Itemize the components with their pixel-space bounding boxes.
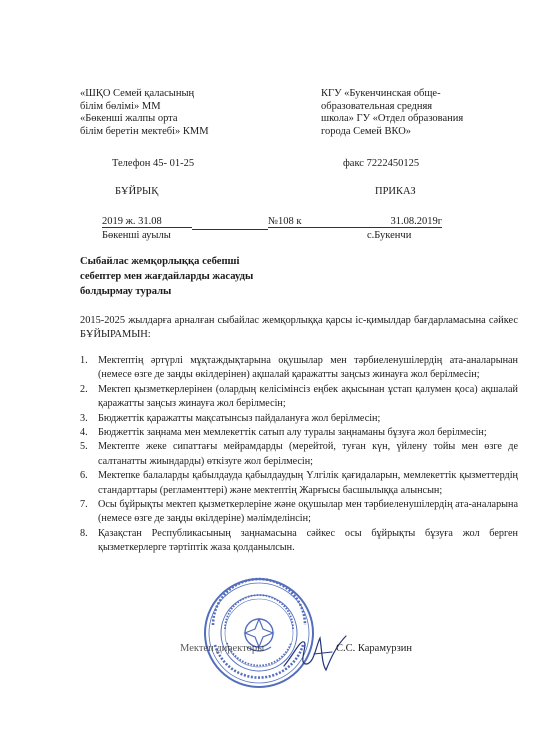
order-title-line: себептер мен жағдайларды жасауды — [80, 271, 254, 282]
list-item — [80, 383, 518, 412]
place-kz: Бөкенші ауылы — [102, 230, 171, 241]
item-number: 7. — [80, 499, 88, 511]
list-item — [80, 412, 518, 426]
order-items-list — [80, 354, 518, 556]
item-text: Қазақстан Республикасының заңнамасына сәйкес осы бұйрықты бұзуға жол берген қызметкерлерге тәртіптік жаза қолданылсын. — [98, 527, 518, 554]
signature-role: Мектеп директоры — [180, 643, 265, 654]
header-right-line: школа» ГУ «Отдел образования — [321, 113, 464, 125]
item-text: Бюджеттік қаражатты мақсатынсыз пайдалануға жол берілмесін; — [98, 412, 381, 424]
list-item — [80, 440, 518, 469]
item-number: 8. — [80, 527, 88, 539]
item-text: Осы бұйрықты мектеп қызметкерлеріне және оқушылар мен тәрбиеленушілердің ата-аналарына (немесе өзге де заңды өкілдеріне) мәлімделінсін; — [98, 499, 518, 525]
list-item — [80, 426, 518, 440]
fax-number: факс 7222450125 — [343, 158, 420, 169]
item-text: Мектептің әртүрлі мұқтаждықтарына оқушылар мен тәрбиеленушілердің ата-аналарынан (немесе өзге де заңды өкілдерінен) ақшалай қаражатты заңсыз жинауға жол берілмесін; — [98, 355, 518, 381]
item-number: 2. — [80, 383, 88, 395]
order-date-ru — [356, 216, 442, 228]
order-title-line: Сыбайлас жемқорлыққа себепші — [80, 256, 240, 267]
item-number: 5. — [80, 441, 88, 453]
list-item — [80, 354, 518, 383]
item-number: 6. — [80, 470, 88, 482]
order-title — [80, 254, 253, 299]
item-text: Бюджеттік заңнама мен мемлекеттік сатып алу туралы заңнаманы бұзуға жол берілмесін; — [98, 427, 487, 439]
header-right-block — [321, 88, 463, 138]
header-left-line: «Бөкенші жалпы орта — [80, 113, 178, 125]
place-ru: с.Букенчи — [367, 230, 412, 241]
item-number: 4. — [80, 427, 88, 439]
order-label-kz: БҰЙРЫҚ — [115, 186, 159, 197]
header-right-line: образовательная средняя — [321, 100, 433, 112]
header-left-line: «ШҚО Семей қаласының — [80, 88, 195, 99]
header-right-line: КГУ «Букенчинская обще- — [321, 88, 441, 99]
intro-paragraph — [80, 314, 518, 343]
item-number: 3. — [80, 412, 88, 424]
item-text: Мектеп қызметкерлерінен (олардың келісімінсіз еңбек ақысынан ұстап қалумен қоса) ақшалай қаражатты заңсыз жинауға жол берілмесін; — [98, 383, 518, 410]
order-date-ru-text: 31.08.2019г — [390, 216, 442, 227]
order-date-kz — [102, 216, 192, 228]
header-right-line: города Семей ВКО» — [321, 125, 412, 137]
intro-text: 2015-2025 жылдарға арналған сыбайлас жемқорлыққа қарсы іс-қимылдар бағдарламасына сәйкес БҰЙЫРАМЫН: — [80, 315, 518, 341]
order-date-kz-text: 2019 ж. 31.08 — [102, 216, 162, 227]
list-item — [80, 527, 518, 556]
order-title-line: болдырмау туралы — [80, 286, 172, 297]
phone-number: Телефон 45- 01-25 — [112, 158, 195, 169]
order-number — [268, 216, 356, 228]
item-number: 1. — [80, 355, 88, 366]
list-item — [80, 469, 518, 498]
header-left-block — [80, 88, 209, 138]
signature-name: С.С. Карамурзин — [336, 643, 412, 654]
order-label-ru: ПРИКАЗ — [375, 186, 416, 197]
header-left-line: білім бөлімі» ММ — [80, 100, 161, 112]
list-item — [80, 498, 518, 527]
order-line-filler — [192, 229, 268, 230]
item-text: Мектепте жеке сипаттағы мейрамдарды (мерейтой, туған күн, үйлену тойы мен өзге де салтанатты жиындарды) өткізуге жол берілмесін; — [98, 441, 518, 467]
item-text: Мектепке балаларды қабылдауда қабылдаудың Үлгілік қағидаларын, мемлекеттік қызметтердің стандарттары (регламенттері) және мектептің Жарғысы басшылыққа алынсын; — [98, 470, 518, 496]
order-number-text: №108 к — [268, 216, 302, 227]
header-left-line: білім беретін мектебі» КММ — [80, 125, 209, 137]
